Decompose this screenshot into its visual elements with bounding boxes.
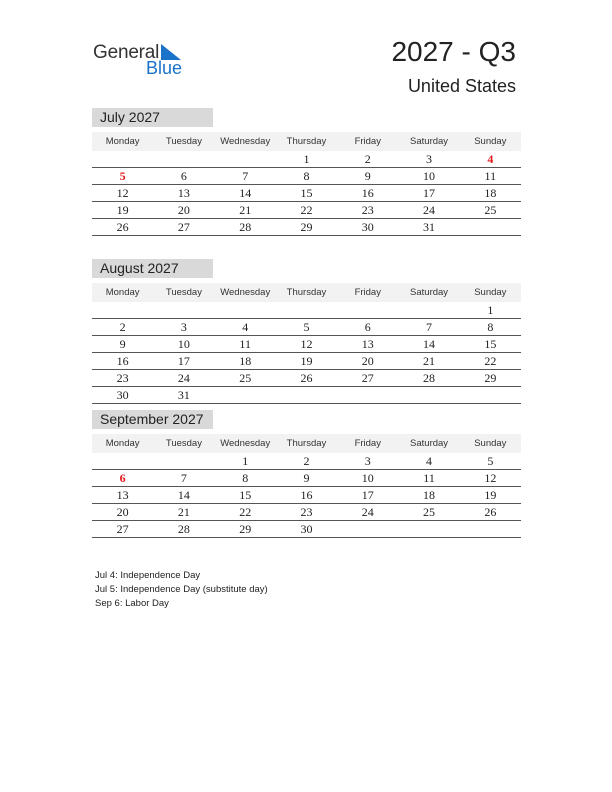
week-row [92,353,521,370]
weekday-label: Sunday [474,136,507,147]
week-row [92,470,521,487]
day-cell: 25 [423,504,436,519]
day-cell: 23 [300,504,313,519]
day-cell: 7 [426,319,433,334]
day-cell: 15 [300,185,313,200]
day-cell: 17 [423,185,436,200]
day-cell: 13 [116,487,129,502]
day-cell: 2 [119,319,126,334]
day-cell: 9 [364,168,371,183]
day-cell: 3 [180,319,187,334]
week-row [92,453,521,470]
weekday-label: Monday [105,287,140,298]
day-cell: 25 [239,370,252,385]
weekday-label: Thursday [286,287,327,298]
weekday-header-row [92,132,521,151]
weekday-label: Thursday [286,438,327,449]
day-cell: 19 [116,202,129,217]
month-block-august [92,259,521,404]
day-cell: 5 [487,453,494,468]
day-cell: 22 [239,504,252,519]
holiday-note: Sep 6: Labor Day [95,598,169,609]
month-title: September 2027 [92,410,213,429]
day-cell: 17 [361,487,374,502]
day-cell: 3 [426,151,433,166]
weekday-header-row [92,434,521,453]
day-cell: 26 [116,219,129,234]
day-cell: 18 [423,487,436,502]
weekday-label: Wednesday [220,287,271,298]
day-cell: 18 [239,353,252,368]
weekday-label: Friday [354,287,381,298]
day-cell: 16 [300,487,313,502]
weekday-label: Sunday [474,287,507,298]
day-cell: 22 [484,353,497,368]
day-cell: 20 [177,202,190,217]
day-cell: 3 [364,453,371,468]
day-cell: 29 [484,370,497,385]
day-cell: 6 [119,470,126,485]
day-cell: 8 [303,168,310,183]
month-block-september [92,410,521,538]
day-cell: 19 [300,353,313,368]
day-cell: 12 [300,336,313,351]
day-cell: 10 [361,470,374,485]
day-cell: 14 [177,487,190,502]
weekday-label: Saturday [410,438,449,449]
weekday-label: Sunday [474,438,507,449]
weekday-label: Thursday [286,136,327,147]
day-cell: 15 [239,487,252,502]
day-cell: 4 [242,319,249,334]
weekday-label: Saturday [410,136,449,147]
day-cell: 11 [239,336,251,351]
day-cell: 28 [177,521,190,536]
day-cell: 11 [423,470,435,485]
day-cell: 10 [177,336,190,351]
weekday-label: Tuesday [165,438,202,449]
day-cell: 31 [423,219,436,234]
day-cell: 6 [180,168,187,183]
day-cell: 6 [364,319,371,334]
week-row [92,185,521,202]
day-cell: 2 [364,151,371,166]
day-cell: 23 [116,370,129,385]
country-label: United States [407,76,516,96]
day-cell: 27 [361,370,374,385]
week-row [92,302,521,319]
page-title: 2027 - Q3 [391,36,516,67]
day-cell: 25 [484,202,497,217]
day-cell: 24 [361,504,374,519]
day-cell: 10 [423,168,436,183]
day-cell: 8 [487,319,494,334]
day-cell: 16 [116,353,129,368]
logo [93,40,193,80]
day-cell: 4 [487,151,494,166]
week-row [92,168,521,185]
day-cell: 1 [303,151,310,166]
day-cell: 29 [239,521,252,536]
day-cell: 24 [177,370,190,385]
day-cell: 28 [423,370,436,385]
weekday-label: Monday [105,438,140,449]
day-cell: 20 [361,353,374,368]
day-cell: 11 [484,168,497,183]
day-cell: 30 [116,387,129,402]
day-cell: 27 [116,521,129,536]
weekday-label: Friday [354,438,381,449]
day-cell: 16 [361,185,374,200]
day-cell: 9 [119,336,126,351]
week-row [92,387,521,404]
holiday-note: Jul 5: Independence Day (substitute day) [95,584,268,595]
day-cell: 26 [300,370,313,385]
day-cell: 15 [484,336,497,351]
week-row [92,319,521,336]
day-cell: 5 [119,168,126,183]
day-cell: 27 [177,219,190,234]
day-cell: 20 [116,504,129,519]
weekday-label: Saturday [410,287,449,298]
day-cell: 1 [487,302,494,317]
day-cell: 29 [300,219,313,234]
day-cell: 13 [177,185,190,200]
weekday-label: Tuesday [165,136,202,147]
day-cell: 8 [242,470,249,485]
week-row [92,504,521,521]
holiday-note: Jul 4: Independence Day [95,570,201,581]
month-block-july [92,108,521,236]
day-cell: 14 [239,185,252,200]
day-cell: 30 [361,219,374,234]
logo-word-blue: Blue [146,58,183,78]
weekday-label: Tuesday [165,287,202,298]
day-cell: 12 [484,470,497,485]
day-cell: 7 [242,168,249,183]
day-cell: 17 [177,353,190,368]
week-row [92,151,521,168]
weekday-label: Wednesday [220,438,271,449]
weekday-label: Wednesday [220,136,271,147]
day-cell: 21 [423,353,436,368]
day-cell: 5 [303,319,310,334]
week-row [92,487,521,504]
day-cell: 23 [361,202,374,217]
day-cell: 7 [180,470,187,485]
day-cell: 19 [484,487,497,502]
day-cell: 2 [303,453,310,468]
day-cell: 26 [484,504,497,519]
day-cell: 28 [239,219,252,234]
month-title: August 2027 [92,259,213,278]
weekday-header-row [92,283,521,302]
day-cell: 1 [242,453,249,468]
week-row [92,370,521,387]
day-cell: 9 [303,470,310,485]
day-cell: 30 [300,521,313,536]
week-row [92,521,521,538]
day-cell: 12 [116,185,129,200]
weekday-label: Friday [354,136,381,147]
day-cell: 4 [426,453,433,468]
week-row [92,336,521,353]
day-cell: 22 [300,202,313,217]
day-cell: 24 [423,202,436,217]
day-cell: 18 [484,185,497,200]
holiday-notes [95,569,268,611]
day-cell: 31 [177,387,190,402]
day-cell: 21 [239,202,252,217]
week-row [92,202,521,219]
day-cell: 14 [423,336,436,351]
weekday-label: Monday [105,136,140,147]
week-row [92,219,521,236]
day-cell: 21 [177,504,190,519]
day-cell: 13 [361,336,374,351]
logo-word-general: General [93,42,160,63]
month-title: July 2027 [92,108,213,127]
